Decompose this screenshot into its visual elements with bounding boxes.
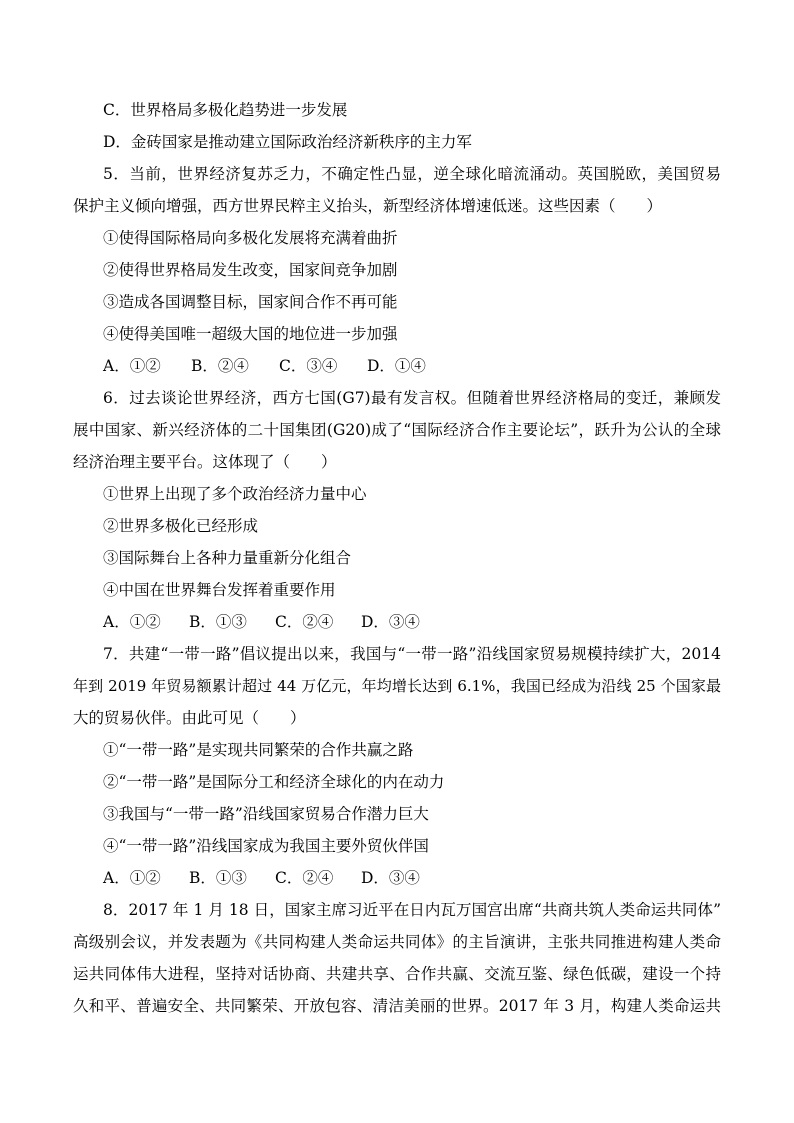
q6-choice-d: D．③④	[361, 613, 420, 631]
q6-item-2: ②世界多极化已经形成	[103, 517, 259, 535]
q5-item-1: ①使得国际格局向多极化发展将充满着曲折	[103, 229, 398, 247]
q5-choice-a: A．①②	[103, 357, 161, 375]
q7-choice-b: B．①③	[189, 869, 247, 887]
q6-stem-line-2: 展中国家、新兴经济体的二十国集团(G20)成了“国际经济合作主要论坛”，跃升为公认的全球	[73, 421, 721, 439]
q5-choice-c: C．③④	[279, 357, 338, 375]
q7-stem-line-3: 大的贸易伙伴。由此可见（ ）	[73, 709, 306, 727]
q5-stem-line-2: 保护主义倾向增强，西方世界民粹主义抬头，新型经济体增速低迷。这些因素（ ）	[73, 197, 663, 215]
q6-item-4: ④中国在世界舞台发挥着重要作用	[103, 581, 336, 599]
q5-item-4: ④使得美国唯一超级大国的地位进一步加强	[103, 325, 398, 343]
q8-stem-line-4: 久和平、普遍安全、共同繁荣、开放包容、清洁美丽的世界。2017 年 3 月，构建人类命运共	[73, 997, 721, 1015]
q8-stem-line-2: 高级别会议，并发表题为《共同构建人类命运共同体》的主旨演讲，主张共同推进构建人类命	[73, 933, 721, 951]
q7-stem-line-2: 年到 2019 年贸易额累计超过 44 万亿元，年均增长达到 6.1%，我国已经成为沿线 25 个国家最	[73, 677, 721, 695]
q5-stem-line-1: 5．当前，世界经济复苏乏力，不确定性凸显，逆全球化暗流涌动。英国脱欧，美国贸易	[103, 165, 721, 183]
q6-choices	[103, 612, 420, 632]
q5-choice-b: B．②④	[191, 357, 249, 375]
q6-item-1: ①世界上出现了多个政治经济力量中心	[103, 485, 367, 503]
q7-choice-d: D．③④	[361, 869, 420, 887]
q6-choice-b: B．①③	[189, 613, 247, 631]
q4-option-d: D．金砖国家是推动建立国际政治经济新秩序的主力军	[103, 133, 472, 151]
q8-stem-line-3: 运共同体伟大进程，坚持对话协商、共建共享、合作共赢、交流互鉴、绿色低碳，建设一个持	[73, 965, 721, 983]
q6-choice-c: C．②④	[275, 613, 334, 631]
q5-choices	[103, 356, 426, 376]
q7-item-2: ②“一带一路”是国际分工和经济全球化的内在动力	[103, 773, 445, 791]
q7-item-1: ①“一带一路”是实现共同繁荣的合作共赢之路	[103, 741, 414, 759]
q6-choice-a: A．①②	[103, 613, 161, 631]
q6-item-3: ③国际舞台上各种力量重新分化组合	[103, 549, 352, 567]
q7-stem-line-1: 7．共建“一带一路”倡议提出以来，我国与“一带一路”沿线国家贸易规模持续扩大，2014	[103, 645, 721, 663]
q5-choice-d: D．①④	[367, 357, 426, 375]
q5-item-3: ③造成各国调整目标，国家间合作不再可能	[103, 293, 398, 311]
q5-item-2: ②使得世界格局发生改变，国家间竞争加剧	[103, 261, 398, 279]
q6-stem-line-1: 6．过去谈论世界经济，西方七国(G7)最有发言权。但随着世界经济格局的变迁，兼顾发	[103, 389, 721, 407]
q8-stem-line-1: 8．2017 年 1 月 18 日，国家主席习近平在日内瓦万国宫出席“共商共筑人类命运共同体”	[103, 901, 721, 919]
q7-choice-a: A．①②	[103, 869, 161, 887]
q7-choices	[103, 868, 420, 888]
q7-item-3: ③我国与“一带一路”沿线国家贸易合作潜力巨大	[103, 805, 429, 823]
q4-option-c: C．世界格局多极化趋势进一步发展	[103, 101, 348, 119]
q6-stem-line-3: 经济治理主要平台。这体现了（ ）	[73, 453, 337, 471]
q7-choice-c: C．②④	[275, 869, 334, 887]
q7-item-4: ④“一带一路”沿线国家成为我国主要外贸伙伴国	[103, 837, 429, 855]
